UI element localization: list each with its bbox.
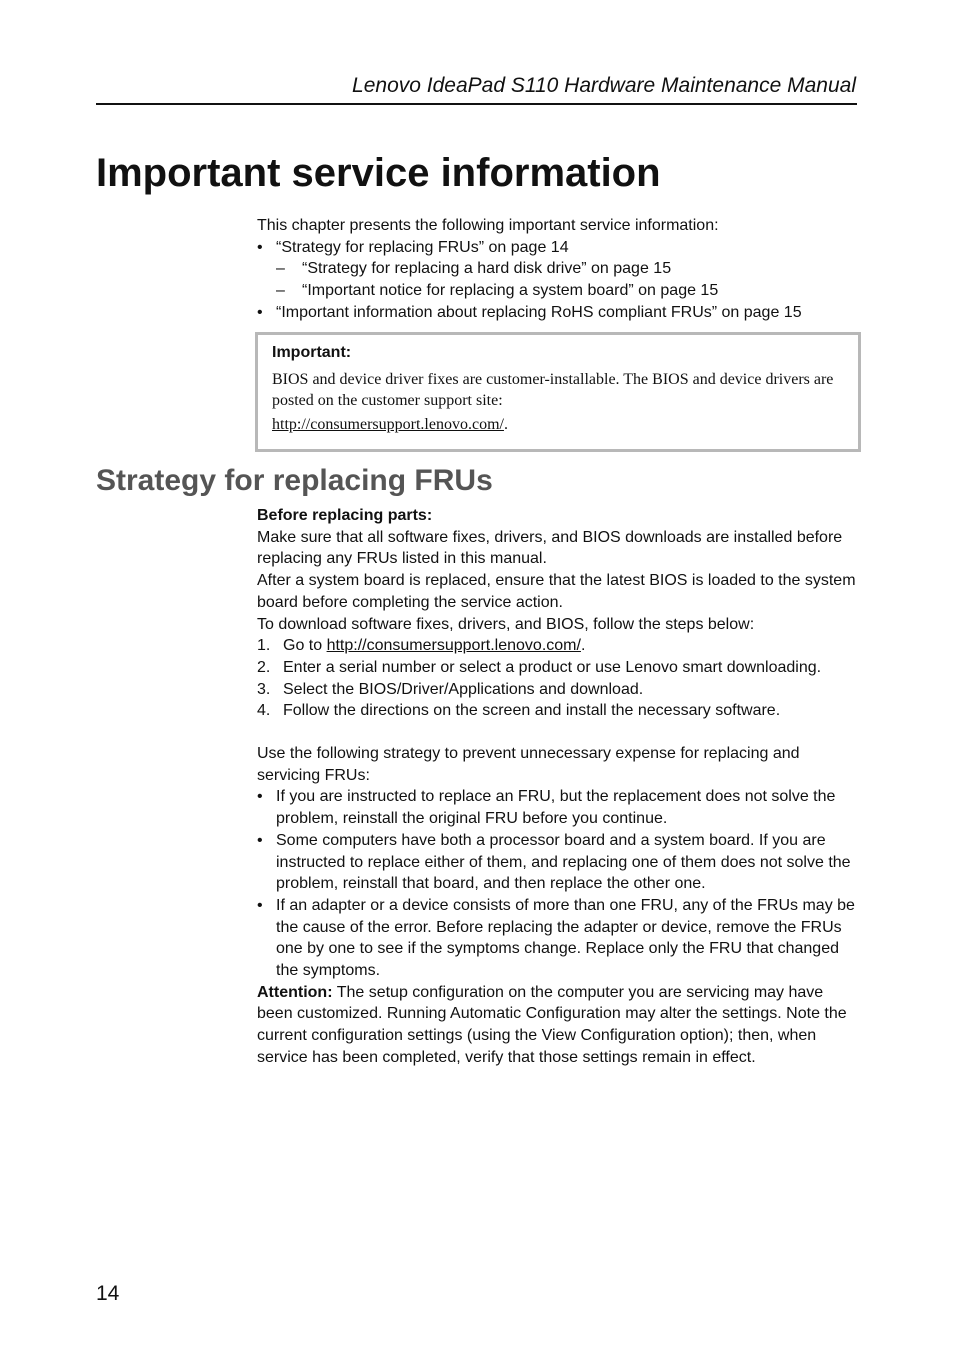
strategy-bullet bbox=[257, 895, 857, 982]
dash-mark: – bbox=[276, 282, 285, 300]
link-suffix: . bbox=[580, 637, 586, 655]
page-number: 14 bbox=[96, 1282, 120, 1305]
attention-text: The setup configuration on the computer you are servicing may have been customized. Running Automatic Configuration may alter the settings. Note the current configuration settings (using the View Configuration option); then, when service has been completed, verify that those settings remain in effect. bbox=[257, 983, 847, 1066]
bullet-text: If you are instructed to replace an FRU, but the replacement does not solve the problem, reinstall the original FRU before you continue. bbox=[276, 788, 836, 828]
bullet-mark: • bbox=[257, 788, 263, 806]
step-item bbox=[257, 679, 857, 701]
strategy-bullet bbox=[257, 786, 857, 829]
step-number: 4. bbox=[257, 702, 271, 720]
header-rule bbox=[96, 103, 857, 105]
bullet-mark: • bbox=[257, 831, 263, 849]
step-text: Enter a serial number or select a product or use Lenovo smart downloading. bbox=[283, 658, 822, 676]
spacer bbox=[257, 722, 857, 743]
step-number: 2. bbox=[257, 658, 271, 676]
attention-paragraph bbox=[257, 982, 857, 1069]
toc-item bbox=[257, 302, 857, 324]
toc-subitem bbox=[257, 258, 857, 280]
toc-link-system-board[interactable]: “Important notice for replacing a system board” on page 15 bbox=[302, 282, 719, 300]
paragraph: To download software fixes, drivers, and BIOS, follow the steps below: bbox=[257, 615, 755, 633]
strategy-section bbox=[257, 505, 857, 1069]
toc-link-strategy[interactable]: “Strategy for replacing FRUs” on page 14 bbox=[276, 238, 569, 256]
step-item bbox=[257, 700, 857, 722]
toc-link-hdd[interactable]: “Strategy for replacing a hard disk drive” on page 15 bbox=[302, 260, 672, 278]
step-text: Select the BIOS/Driver/Applications and download. bbox=[283, 680, 644, 698]
paragraph: After a system board is replaced, ensure that the latest BIOS is loaded to the system board before completing the service action. bbox=[257, 572, 856, 611]
intro-text: This chapter presents the following important service information: bbox=[257, 217, 719, 234]
note-text: BIOS and device driver fixes are customer-installable. The BIOS and device drivers are posted on the customer support site: bbox=[272, 371, 834, 409]
bullet-mark: • bbox=[257, 238, 263, 256]
bullet-text: If an adapter or a device consists of more than one FRU, any of the FRUs may be the cause of the error. Before replacing the adapter or device, remove the FRUs one by one to see if the symptoms change. Replace only the FRU that changed the symptoms. bbox=[276, 896, 855, 980]
important-note-box bbox=[255, 332, 861, 452]
support-site-link[interactable]: http://consumersupport.lenovo.com/ bbox=[272, 416, 504, 433]
dash-mark: – bbox=[276, 260, 285, 278]
strategy-bullet bbox=[257, 830, 857, 895]
bullet-mark: • bbox=[257, 303, 263, 321]
step-text: Follow the directions on the screen and install the necessary software. bbox=[283, 702, 781, 720]
chapter-title: Important service information bbox=[96, 151, 661, 195]
toc-link-rohs[interactable]: “Important information about replacing RoHS compliant FRUs” on page 15 bbox=[276, 303, 802, 321]
before-label: Before replacing parts: bbox=[257, 507, 433, 524]
toc-item bbox=[257, 237, 857, 259]
paragraph: Use the following strategy to prevent unnecessary expense for replacing and servicing FRUs: bbox=[257, 745, 800, 784]
chapter-intro bbox=[257, 215, 857, 324]
bullet-mark: • bbox=[257, 896, 263, 914]
attention-label: Attention: bbox=[257, 983, 333, 1001]
note-title: Important: bbox=[272, 344, 352, 361]
running-header: Lenovo IdeaPad S110 Hardware Maintenance Manual bbox=[352, 74, 856, 97]
step-text bbox=[283, 635, 585, 657]
note-link-line bbox=[272, 416, 508, 434]
step-prefix: Go to bbox=[283, 637, 327, 655]
step-number: 3. bbox=[257, 680, 271, 698]
step-number: 1. bbox=[257, 637, 271, 655]
link-suffix: . bbox=[503, 416, 508, 433]
step-item bbox=[257, 657, 857, 679]
section-title: Strategy for replacing FRUs bbox=[96, 464, 493, 497]
toc-subitem bbox=[257, 280, 857, 302]
step-item bbox=[257, 635, 857, 657]
paragraph: Make sure that all software fixes, drivers, and BIOS downloads are installed before replacing any FRUs listed in this manual. bbox=[257, 528, 843, 568]
bullet-text: Some computers have both a processor board and a system board. If you are instructed to replace either of them, and replacing one of them does not solve the problem, reinstall that board, and then replace the other one. bbox=[276, 831, 851, 893]
support-site-link[interactable]: http://consumersupport.lenovo.com/ bbox=[326, 637, 581, 655]
